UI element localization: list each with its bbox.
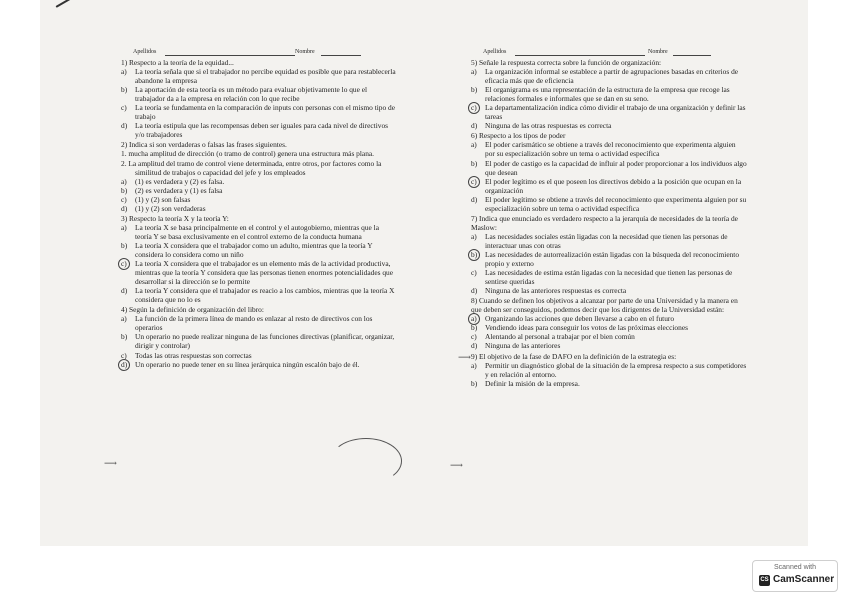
handwritten-arrow-icon: ⟶ — [450, 460, 463, 470]
option: b) Vendiendo ideas para conseguir los votos de las próximas elecciones — [471, 323, 688, 333]
watermark-brand: CamScanner — [773, 574, 835, 585]
option: c) Todas las otras respuestas son correctas — [121, 350, 252, 360]
question-9 — [471, 352, 747, 388]
camscanner-watermark — [752, 560, 838, 592]
option: d) El poder legítimo se obtiene a través del reconocimiento que experimenta alguien por su especialización sobre un tema o actividad específica — [471, 194, 747, 213]
question-4 — [121, 305, 396, 368]
option: a) (1) es verdadera y (2) es falsa. — [121, 176, 225, 186]
option: b) El organigrama es una representación de la estructura de la empresa que recoge las relaciones formales e informales que se dan en su seno. — [471, 85, 730, 104]
question-5 — [471, 58, 747, 130]
option: c) (1) y (2) son falsas — [121, 194, 191, 204]
question-title: 3) Respecto la teoría X y la teoría Y: — [121, 213, 229, 223]
option: a) El poder carismático se obtiene a través del reconocimiento que experimenta alguien por su especialización sobre un tema o actividad específica — [471, 140, 736, 159]
option: d) La teoría Y considera que el trabajador es reacio a los cambios, mientras que la teoría X considera que no lo es — [121, 286, 395, 305]
name-label: Nombre — [648, 49, 668, 55]
option-marked: c) La teoría X considera que el trabajador es un elemento más de la actividad productiva, mientras que la teoría Y considera que las personas tienen enormes potencialidades que desarrollar si la dirección se lo permite — [121, 259, 394, 287]
left-column — [121, 48, 396, 369]
option: a) La función de la primera línea de mando es enlazar al resto de directivos con los operarios — [121, 314, 373, 333]
option: d) Ninguna de las anteriores — [471, 341, 561, 351]
option-marked: c) El poder legítimo es el que poseen los directivos debido a la posición que ocupan en la organización — [471, 176, 742, 195]
option: c) La teoría se fundamenta en la comparación de inputs con personas con el mismo tipo de trabajo — [121, 103, 396, 122]
option: b) Definir la misión de la empresa. — [471, 378, 580, 388]
surname-label: Apellidos — [483, 49, 507, 55]
question-title: 1) Respecto a la teoría de la equidad... — [121, 58, 234, 67]
camscanner-logo-icon: CS — [759, 575, 770, 586]
name-blank — [321, 55, 361, 56]
question-title: 6) Respecto a los tipos de poder — [471, 131, 566, 141]
option: b) La aportación de esta teoría es un método para evaluar objetivamente lo que el trabajador da a la empresa en relación con lo que recibe — [121, 85, 368, 104]
handwritten-curve — [330, 438, 402, 484]
handwritten-arrow-icon: ⟶ — [458, 352, 471, 362]
statement: 1. mucha amplitud de dirección (o tramo de control) genera una estructura más plana. — [121, 149, 375, 159]
surname-blank — [515, 55, 645, 56]
right-column — [471, 48, 747, 388]
option: a) La teoría señala que si el trabajador no percibe equidad es posible que para restablecerla abandone la empresa — [121, 67, 396, 86]
question-title: 2) Indica si son verdaderas o falsas las frases siguientes. — [121, 140, 287, 150]
question-title: 9) El objetivo de la fase de DAFO en la definición de la estrategia es: — [471, 351, 677, 361]
question-title: 8) Cuando se definen los objetivos a alcanzar por parte de una Universidad y la manera en que deben ser conseguidos, podemos decir que los dirigentes de la Universidad están: — [471, 296, 738, 315]
question-3 — [121, 214, 396, 304]
question-1 — [121, 58, 396, 139]
statement: 2. La amplitud del tramo de control viene determinada, entre otros, por factores como la similitud de trabajos o capacidad del jefe y los empleados — [121, 158, 382, 177]
option-marked: c) La departamentalización indica cómo dividir el trabajo de una organización y definir las tareas — [471, 103, 746, 122]
question-8 — [471, 296, 747, 350]
question-title: 5) Señale la respuesta correcta sobre la función de organización: — [471, 58, 662, 67]
surname-label: Apellidos — [133, 49, 157, 55]
option: b) El poder de castigo es la capacidad de influir al poder proporcionar a los individuos algo que desean — [471, 158, 747, 177]
question-6 — [471, 131, 747, 212]
surname-blank — [165, 55, 295, 56]
question-title: 7) Indica que enunciado es verdadero respecto a la jerarquía de necesidades de la teoría de Maslow: — [471, 213, 738, 232]
option: a) Las necesidades sociales están ligadas con la necesidad que tienen las personas de interactuar unas con otras — [471, 231, 728, 250]
option: b) (2) es verdadera y (1) es falsa — [121, 185, 223, 195]
option: c) Alentando al personal a trabajar por el bien común — [471, 332, 635, 342]
option-marked: a) Organizando las acciones que deben llevarse a cabo en el futuro — [471, 314, 675, 324]
name-blank — [673, 55, 711, 56]
option: a) La teoría X se basa principalmente en el control y el autogobierno, mientras que la teoría Y se basa exclusivamente en el control externo de la conducta humana — [121, 222, 380, 241]
question-title: 4) Según la definición de organización del libro: — [121, 305, 264, 315]
option: b) Un operario no puede realizar ninguna de las funciones directivas (planificar, organizar, dirigir y controlar) — [121, 332, 395, 351]
question-7 — [471, 214, 747, 295]
option: d) La teoría estipula que las recompensas deben ser iguales para cada nivel de directivos y/o trabajadores — [121, 121, 389, 140]
option: a) Permitir un diagnóstico global de la situación de la empresa respecto a sus competidores y en relación al entorno. — [471, 360, 747, 379]
option: b) La teoría X considera que el trabajador como un adulto, mientras que la teoría Y considera lo considera como un niño — [121, 240, 373, 259]
option: a) La organización informal se establece a partir de agrupaciones basadas en criterios de eficacia más que de eficiencia — [471, 67, 739, 86]
option: d) Ninguna de las anteriores respuestas es correcta — [471, 286, 627, 296]
handwritten-arrow-icon: ⟶ — [104, 458, 117, 468]
option-marked: b) Las necesidades de autorrealización están ligadas con la búsqueda del reconocimiento propio y externo — [471, 249, 740, 269]
question-2 — [121, 140, 396, 212]
option-marked: d) Un operario no puede tener en su línea jerárquica ningún escalón bajo de él. — [121, 359, 360, 369]
watermark-caption: Scanned with — [773, 564, 817, 571]
option: d) (1) y (2) son verdaderas — [121, 203, 206, 213]
name-label: Nombre — [295, 49, 315, 55]
right-header — [471, 48, 747, 56]
option: d) Ninguna de las otras respuestas es correcta — [471, 121, 612, 131]
option: c) Las necesidades de estima están ligadas con la necesidad que tienen las personas de sentirse queridas — [471, 268, 733, 287]
left-header — [121, 48, 396, 56]
